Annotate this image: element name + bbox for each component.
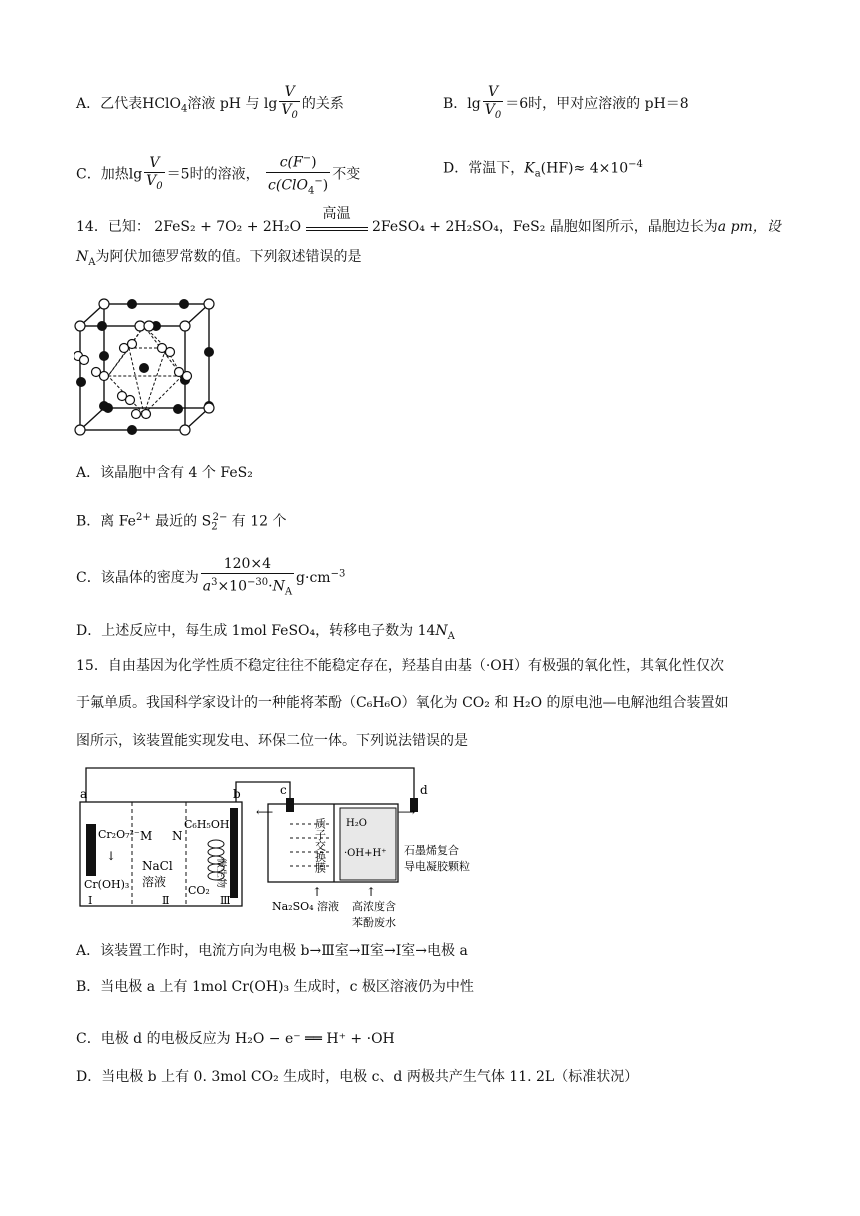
svg-text:NaCl: NaCl	[142, 859, 173, 873]
svg-text:↑: ↑	[366, 885, 377, 899]
q14-stem-line2: $N_A$为阿伏加德罗常数的值。下列叙述错误的是	[76, 249, 362, 268]
q15-stem-line1: 15．自由基因为化学性质不稳定往往不能稳定存在，羟基自由基（·OH）有极强的氧化性，其氧化性仅次	[76, 658, 724, 674]
svg-text:·OH+H⁺: ·OH+H⁺	[344, 848, 387, 859]
fraction-cf-cclo4: $\frac{c(F^-)}{c(ClO_4^-)}$	[266, 150, 330, 199]
q13-option-c: C．加热lg $\frac{V}{V_0}$ ＝5时的溶液， $\frac{c(F^-)}{c(ClO_4^-)}$ 不变	[76, 150, 360, 199]
q15-stem-line3: 图所示，该装置能实现发电、环保二位一体。下列说法错误的是	[76, 733, 468, 749]
svg-text:石墨烯复合: 石墨烯复合	[404, 844, 459, 857]
q13-option-b: B．lg $\frac{V}{V_0}$ ＝6时，甲对应溶液的 pH＝8	[443, 84, 689, 124]
svg-text:c: c	[280, 783, 287, 797]
q15-option-a: A．该装置工作时，电流方向为电极 b→Ⅲ室→Ⅱ室→Ⅰ室→电极 a	[76, 943, 468, 959]
svg-text:↓: ↓	[106, 849, 117, 863]
q15-stem-line2: 于氟单质。我国科学家设计的一种能将苯酚（C₆H₆O）氧化为 CO₂ 和 H₂O 的原电池—电解池组合装置如	[76, 695, 729, 711]
svg-text:Na₂SO₄ 溶液: Na₂SO₄ 溶液	[272, 900, 340, 913]
electrode-a	[86, 824, 96, 876]
svg-text:⟵: ⟵	[256, 805, 274, 819]
svg-text:M: M	[140, 829, 153, 843]
q15-option-c: C．电极 d 的电极反应为 H₂O − e⁻ ══ H⁺ + ·OH	[76, 1031, 395, 1047]
svg-text:高浓度含: 高浓度含	[352, 900, 396, 913]
svg-text:溶液: 溶液	[142, 875, 167, 889]
q14-option-c: C．该晶体的密度为 $\frac{120\times 4}{a^3\times 10^{-30}\cdot N_A}$ $g\cdot cm^{-3}$	[76, 556, 345, 600]
q14-option-b: B．离 $Fe^{2+}$ 最近的 $S_2^{2-}$ 有 12 个	[76, 512, 287, 533]
svg-text:d: d	[420, 783, 428, 797]
q13-option-d: D．常温下，$K_a(HF)\approx 4\times 10^{-4}$	[443, 159, 643, 180]
fes2-unit-cell-figure	[74, 296, 224, 442]
svg-text:b: b	[233, 787, 241, 801]
svg-text:导电凝胶颗粒: 导电凝胶颗粒	[404, 860, 470, 873]
density-fraction: $\frac{120\times 4}{a^3\times 10^{-30}\cdot N_A}$	[202, 556, 293, 598]
fraction-v-v0: $\frac{V}{V_0}$	[281, 84, 298, 121]
q14-option-d: D．上述反应中，每生成 1mol FeSO₄，转移电子数为 $14N_A$	[76, 623, 455, 642]
svg-text:CO₂: CO₂	[188, 884, 210, 897]
svg-text:↑: ↑	[312, 885, 323, 899]
q14-stem-line1: 14．已知： 2FeS₂ + 7O₂ + 2H₂O 高温 2FeSO₄ + 2H₂SO₄，FeS₂ 晶胞如图所示，晶胞边长为a pm，设	[76, 206, 781, 235]
electrode-c	[286, 798, 294, 812]
q15-option-b: B．当电极 a 上有 1mol Cr(OH)₃ 生成时，c 极区溶液仍为中性	[76, 979, 474, 995]
svg-text:苯酚废水: 苯酚废水	[352, 916, 396, 929]
svg-text:质子交换膜: 质子交换膜	[313, 818, 327, 873]
svg-text:Ⅲ: Ⅲ	[220, 894, 231, 907]
svg-text:N: N	[172, 829, 183, 843]
q14-option-a: A．该晶胞中含有 4 个 FeS₂	[76, 465, 253, 481]
svg-text:Cr₂O₇²⁻: Cr₂O₇²⁻	[98, 828, 140, 841]
fraction-v-v0: $\frac{V}{V_0}$	[146, 154, 163, 192]
fraction-v-v0: $\frac{V}{V_0}$	[484, 84, 502, 121]
svg-text:H₂O: H₂O	[346, 818, 367, 829]
svg-text:C₆H₅OH: C₆H₅OH	[184, 818, 230, 831]
q13-option-a: A．乙代表HClO$_4$溶液 pH 与 lg $\frac{V}{V_0}$ 的关系	[76, 84, 344, 124]
electrode-b	[230, 808, 238, 898]
svg-text:微生物: 微生物	[215, 858, 226, 888]
svg-text:Ⅰ: Ⅰ	[88, 894, 93, 907]
q15-option-d: D．当电极 b 上有 0. 3mol CO₂ 生成时，电极 c、d 两极共产生气体 11. 2L（标准状况）	[76, 1069, 639, 1085]
svg-text:Cr(OH)₃: Cr(OH)₃	[84, 878, 130, 891]
svg-text:⟶: ⟶	[398, 805, 416, 819]
svg-text:a: a	[80, 787, 88, 801]
battery-electrolysis-figure	[76, 764, 496, 930]
svg-text:Ⅱ: Ⅱ	[162, 894, 170, 907]
